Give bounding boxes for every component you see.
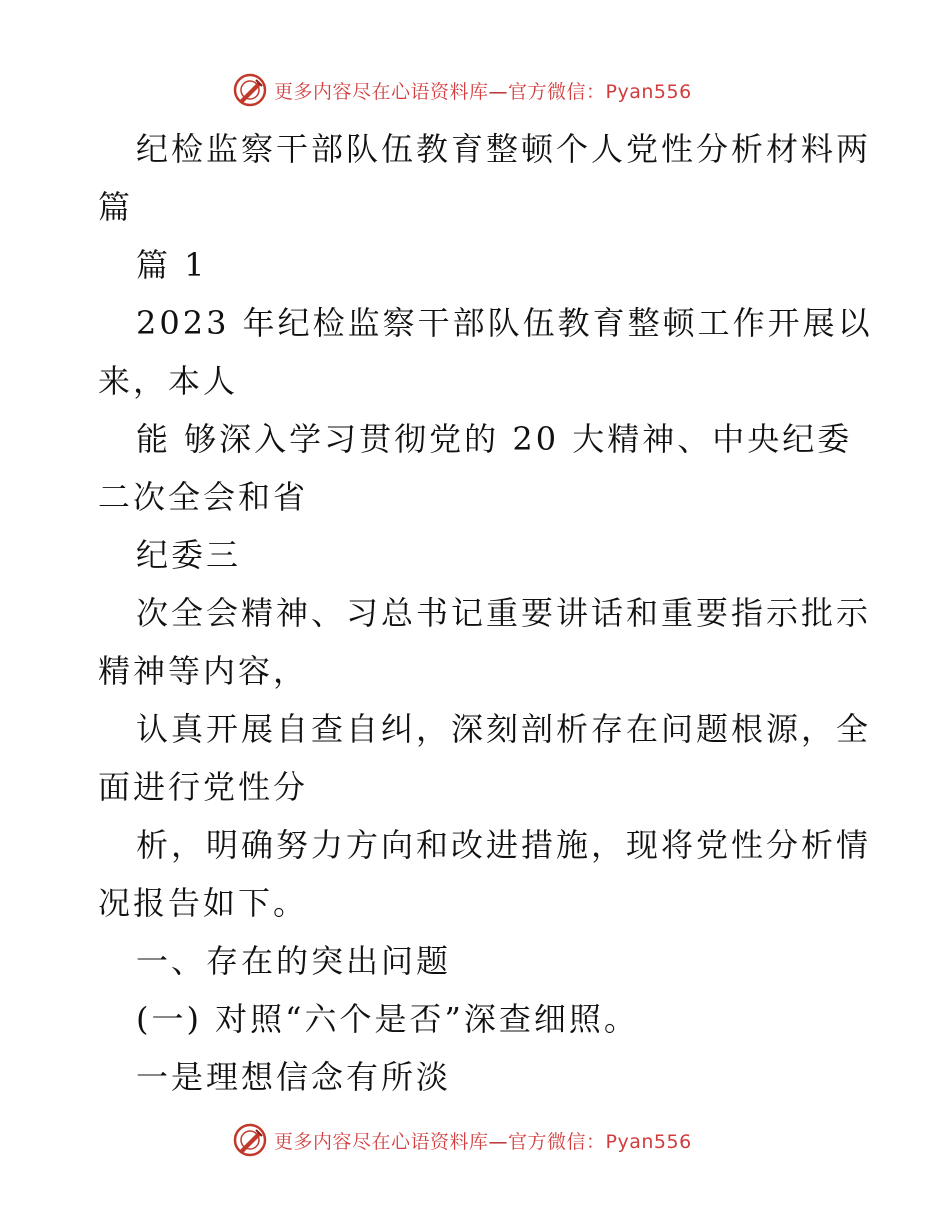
paragraph-line: 纪委三: [136, 536, 242, 574]
paragraph-line: 能 够深入学习贯彻党的 20 大精神、中央纪委: [136, 420, 853, 458]
paragraph-line: 一是理想信念有所淡: [136, 1058, 452, 1096]
watermark-wechat-label: 官方微信：: [508, 80, 606, 103]
pen-seal-icon: [232, 72, 268, 108]
document-title-line-2: 篇: [98, 188, 134, 226]
pen-seal-icon: [232, 1122, 268, 1158]
paragraph-line: 二次全会和省: [98, 478, 309, 516]
watermark-wechat-id: Pyan556: [605, 80, 692, 103]
watermark-text: [274, 77, 692, 104]
subsection-heading: 一、存在的突出问题: [136, 942, 452, 980]
paragraph-line: 次全会精神、习总书记重要讲话和重要指示批示: [136, 594, 872, 632]
paragraph-line: 来，本人: [98, 362, 239, 400]
subsection-item: (一) 对照“六个是否”深查细照。: [136, 1000, 639, 1038]
paragraph-line: 面进行党性分: [98, 768, 309, 806]
paragraph-line: 认真开展自查自纠，深刻剖析存在问题根源，全: [136, 710, 872, 748]
header-watermark: [232, 70, 692, 110]
document-body: [98, 120, 873, 1106]
paragraph-line: 2023 年纪检监察干部队伍教育整顿工作开展以: [136, 304, 873, 342]
watermark-brand: 更多内容尽在心语资料库: [274, 80, 489, 103]
watermark-text: [274, 1127, 692, 1154]
document-title-line-1: 纪检监察干部队伍教育整顿个人党性分析材料两: [136, 130, 872, 168]
paragraph-line: 况报告如下。: [98, 884, 309, 922]
watermark-separator: —: [488, 80, 509, 103]
watermark-separator: —: [488, 1130, 509, 1153]
paragraph-line: 精神等内容，: [98, 652, 309, 690]
paragraph-line: 析，明确努力方向和改进措施，现将党性分析情: [136, 826, 872, 864]
watermark-wechat-id: Pyan556: [605, 1130, 692, 1153]
watermark-wechat-label: 官方微信：: [508, 1130, 606, 1153]
footer-watermark: [232, 1120, 692, 1160]
watermark-brand: 更多内容尽在心语资料库: [274, 1130, 489, 1153]
section-heading: 篇 1: [136, 246, 208, 284]
